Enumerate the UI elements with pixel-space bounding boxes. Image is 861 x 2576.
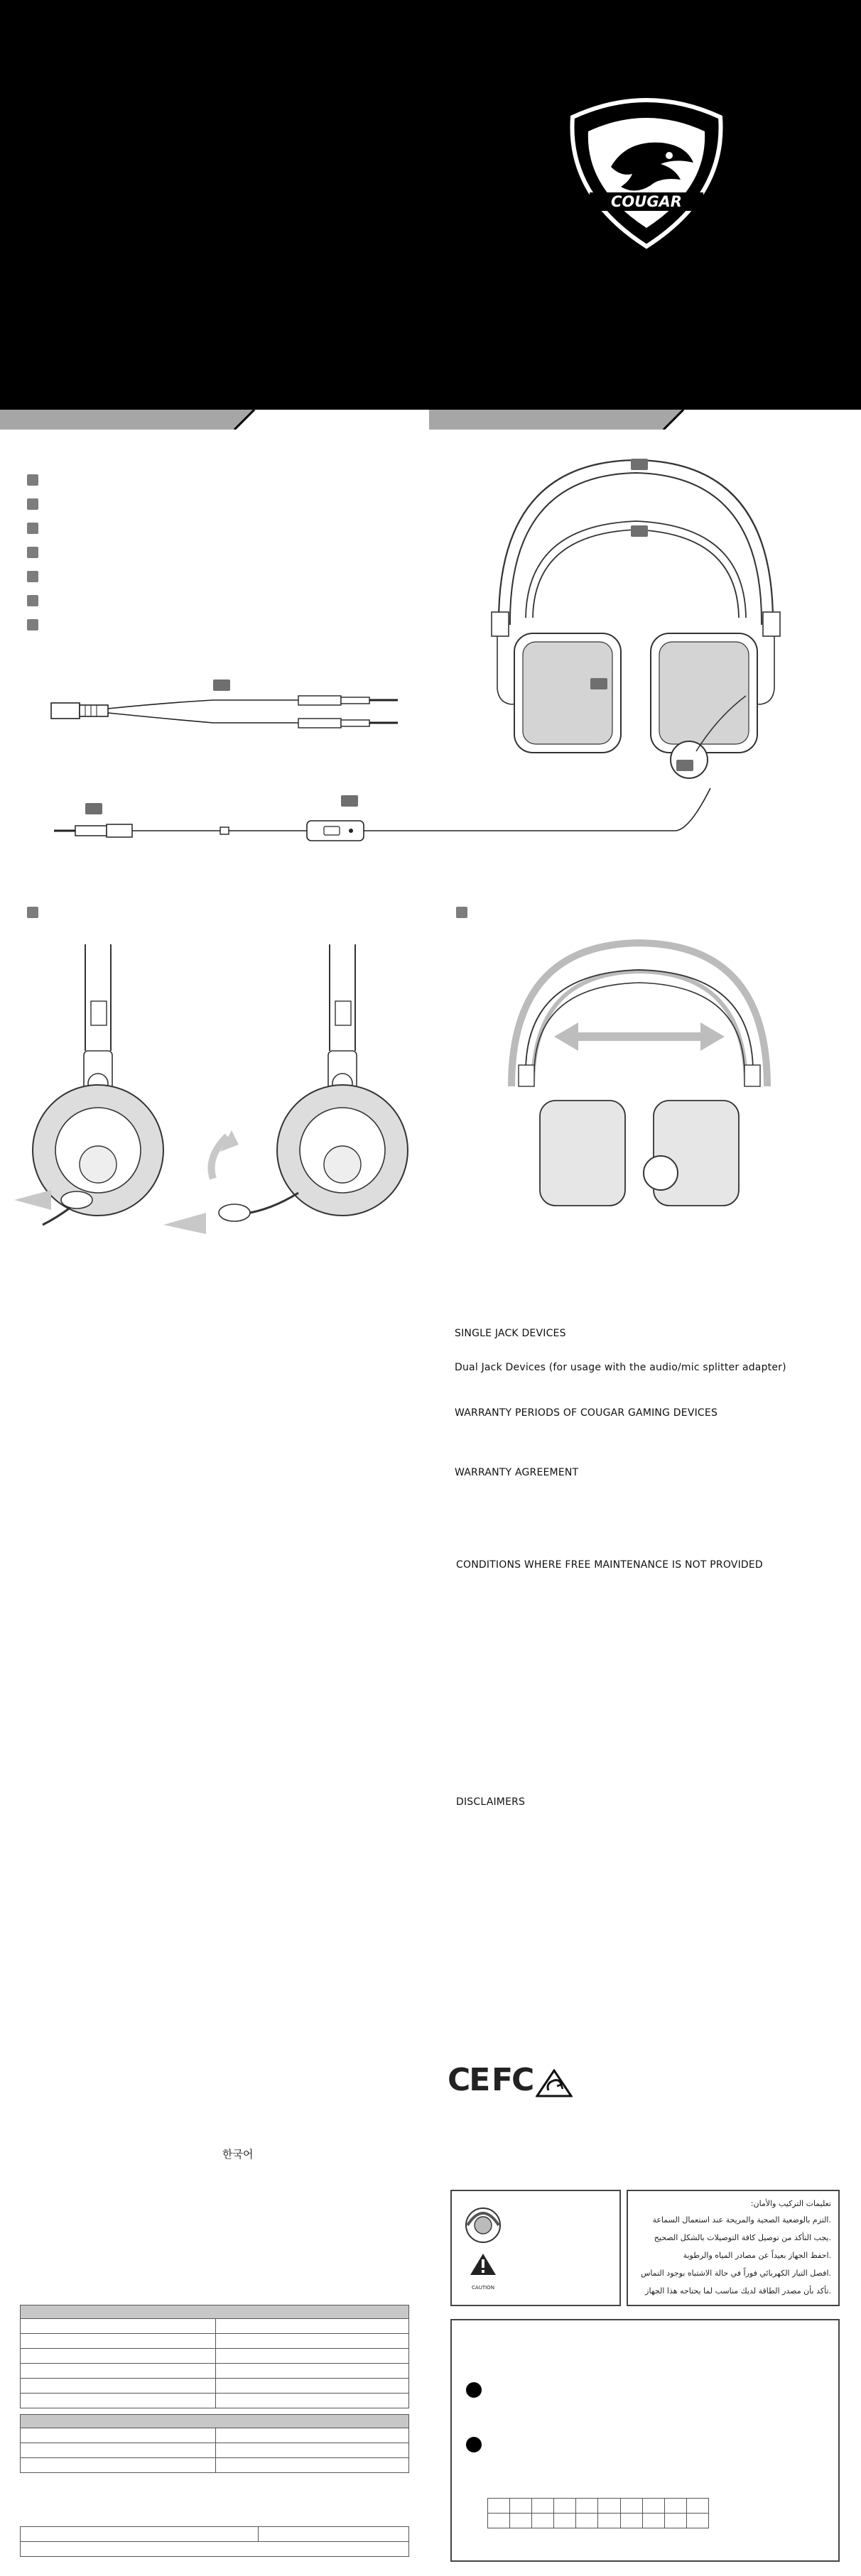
arabic-notice-title: تعليمات التركيب والأمان: [750, 2199, 831, 2208]
ce-mark: CE [448, 2062, 489, 2098]
earcup-label-marker [590, 678, 607, 689]
table-row [21, 2542, 409, 2557]
header-band-left [0, 410, 234, 430]
band-slash-left [227, 410, 256, 430]
headband-label-marker [631, 459, 648, 470]
header-band-right [429, 410, 664, 430]
headband-adjust-illustration [490, 923, 789, 1207]
legend-marker [27, 619, 38, 631]
legend-marker [27, 547, 38, 558]
heading-dual-jack: Dual Jack Devices (for usage with the audio/mic splitter adapter) [455, 1362, 786, 1373]
bullet-dot [466, 2437, 482, 2452]
main-cable-illustration [50, 788, 732, 845]
bullet-dot [466, 2382, 482, 2398]
legend-marker [27, 571, 38, 582]
language-korean-label: 한국어 [222, 2148, 254, 2161]
table-row [21, 2364, 409, 2379]
heading-disclaimers: DISCLAIMERS [456, 1796, 526, 1808]
figure-marker-adjust [456, 907, 467, 918]
table-row [21, 2379, 409, 2394]
arabic-notice-line: .تأكد بأن مصدر الطاقة لديك مناسب لما يحتاجه هذا الجهاز [645, 2286, 831, 2296]
arabic-notice-box [627, 2190, 840, 2306]
heading-single-jack: SINGLE JACK DEVICES [455, 1328, 566, 1339]
spec-table-2 [20, 2414, 409, 2473]
spec-table-3 [20, 2526, 409, 2557]
control-label-marker [341, 795, 358, 807]
plug-label-marker [85, 803, 102, 814]
cover-header [0, 0, 861, 410]
legend-marker [27, 595, 38, 606]
table-row [488, 2499, 709, 2514]
table-row [21, 2349, 409, 2364]
fcc-mark: FC [492, 2062, 534, 2098]
table-row [488, 2514, 709, 2528]
figure-marker-mic [27, 907, 38, 918]
table-row [21, 2394, 409, 2408]
grid-table [487, 2498, 709, 2528]
arabic-notice-line: .احفظ الجهاز بعيداً عن مصادر المياه والرطوبة [683, 2251, 831, 2260]
table-row [21, 2428, 409, 2443]
arabic-notice-line: .التزم بالوضعية الصحية والمريحة عند استعمال السماعة [652, 2215, 831, 2225]
caution-icon [462, 2201, 504, 2293]
legend-marker [27, 474, 38, 486]
mic-rotation-illustration [14, 944, 426, 1243]
svg-text:COUGAR: COUGAR [611, 193, 682, 210]
table-row [21, 2319, 409, 2334]
rcm-mark-icon [536, 2069, 573, 2097]
svg-text:CAUTION: CAUTION [472, 2285, 494, 2291]
table-header [21, 2415, 409, 2428]
cougar-logo [561, 89, 732, 252]
arabic-notice-line: .افصل التيار الكهربائي فوراً في حالة الاشتباه بوجود التماس [640, 2269, 831, 2278]
heading-warranty-periods: WARRANTY PERIODS OF COUGAR GAMING DEVICES [455, 1407, 718, 1419]
mic-label-marker [676, 760, 693, 771]
table-header [21, 2305, 409, 2319]
headset-illustration [483, 447, 789, 781]
legend-marker [27, 523, 38, 534]
spec-table-1 [20, 2305, 409, 2408]
table-row [21, 2458, 409, 2473]
table-row [21, 2527, 409, 2542]
band-slash-right [656, 410, 685, 430]
legend-marker [27, 498, 38, 510]
heading-warranty-agreement: WARRANTY AGREEMENT [455, 1467, 579, 1478]
splitter-label-marker [213, 680, 230, 691]
table-row [21, 2334, 409, 2349]
suspension-label-marker [631, 525, 648, 537]
heading-conditions: CONDITIONS WHERE FREE MAINTENANCE IS NOT PROVIDED [456, 1559, 763, 1571]
arabic-notice-line: .يجب التأكد من توصيل كافة التوصيلات بالشكل الصحيح [654, 2233, 831, 2242]
table-row [21, 2443, 409, 2458]
